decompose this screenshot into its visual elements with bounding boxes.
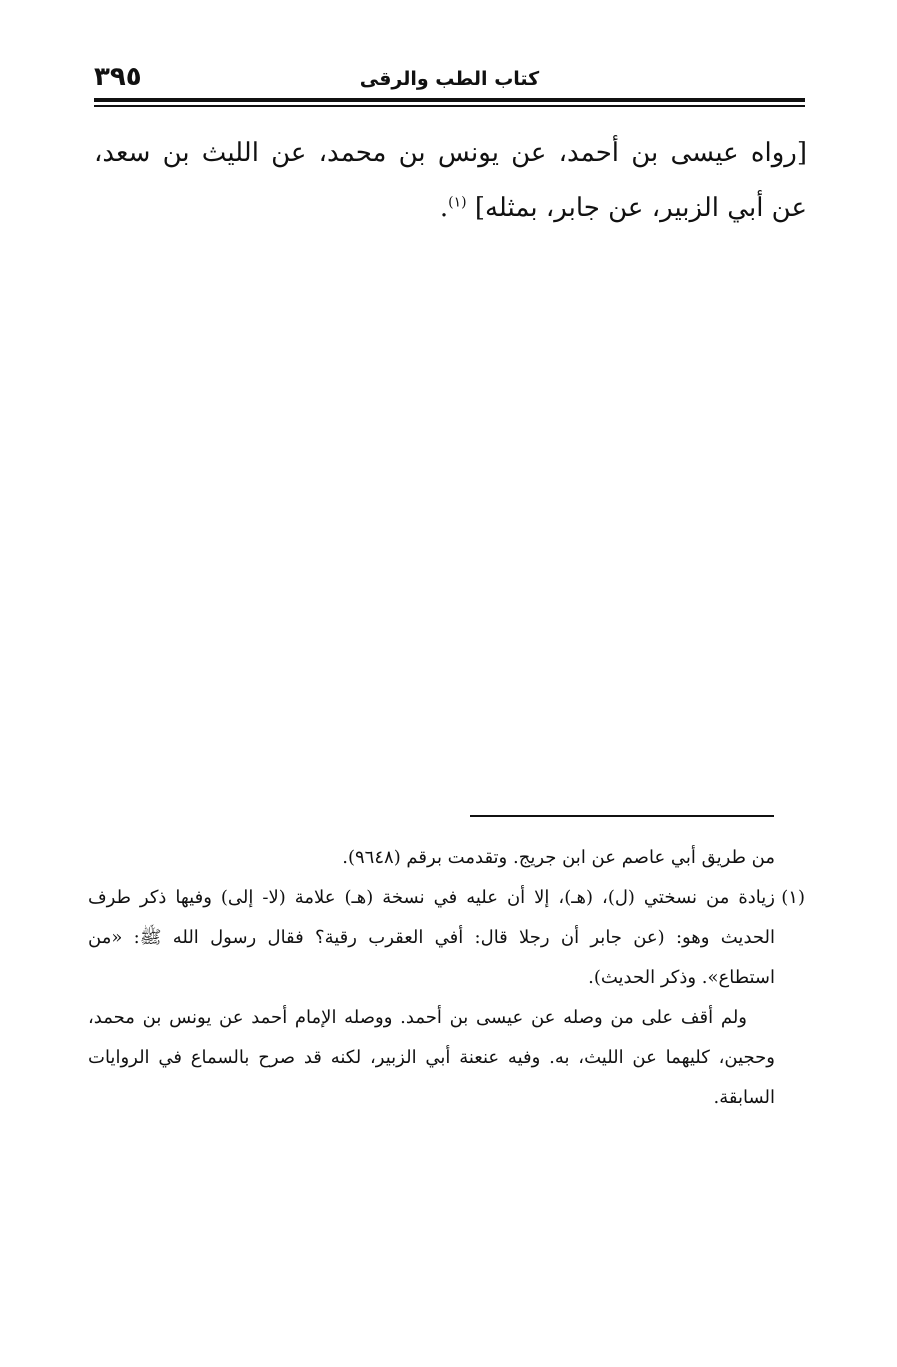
main-paragraph bbox=[94, 126, 807, 236]
footnote-ref-1[interactable]: (١) bbox=[448, 194, 467, 211]
footnote-number: (١) bbox=[781, 887, 805, 908]
footnote-paragraph: ولم أقف على من وصله عن عيسى بن أحمد. ووصله الإمام أحمد عن يونس بن محمد، وحجين، كليهما عن الليث، به. وفيه عنعنة أبي الزبير، لكنه قد صرح بالسماع في الروايات السابقة. bbox=[88, 1007, 775, 1108]
main-text bbox=[94, 126, 807, 236]
footnote-paragraph: زيادة من نسختي (ل)، (هـ)، إلا أن عليه في نسخة (هـ) علامة (لا- إلى) وفيها ذكر طرف الحديث وهو: (عن جابر أن رجلا قال: أفي العقرب رقية؟ فقال رسول الله ﷺ: «من استطاع». وذكر الحديث). bbox=[88, 887, 775, 988]
main-paragraph-text: [رواه عيسى بن أحمد، عن يونس بن محمد، عن الليث بن سعد، عن أبي الزبير، عن جابر، بمثله] bbox=[94, 138, 807, 223]
running-title: كتاب الطب والرقى bbox=[359, 68, 540, 90]
header-rule-thick bbox=[94, 98, 805, 102]
footnote-separator bbox=[470, 815, 774, 817]
page-number: ٣٩٥ bbox=[94, 62, 142, 92]
end-punctuation: . bbox=[439, 193, 449, 223]
footnote-1 bbox=[88, 878, 805, 1118]
page-header bbox=[94, 62, 805, 102]
footnote-continuation: من طريق أبي عاصم عن ابن جريج. وتقدمت برقم (٩٦٤٨). bbox=[342, 847, 775, 868]
footnotes bbox=[88, 838, 805, 1118]
header-rule-thin bbox=[94, 105, 805, 107]
footnote-body bbox=[88, 878, 775, 1118]
